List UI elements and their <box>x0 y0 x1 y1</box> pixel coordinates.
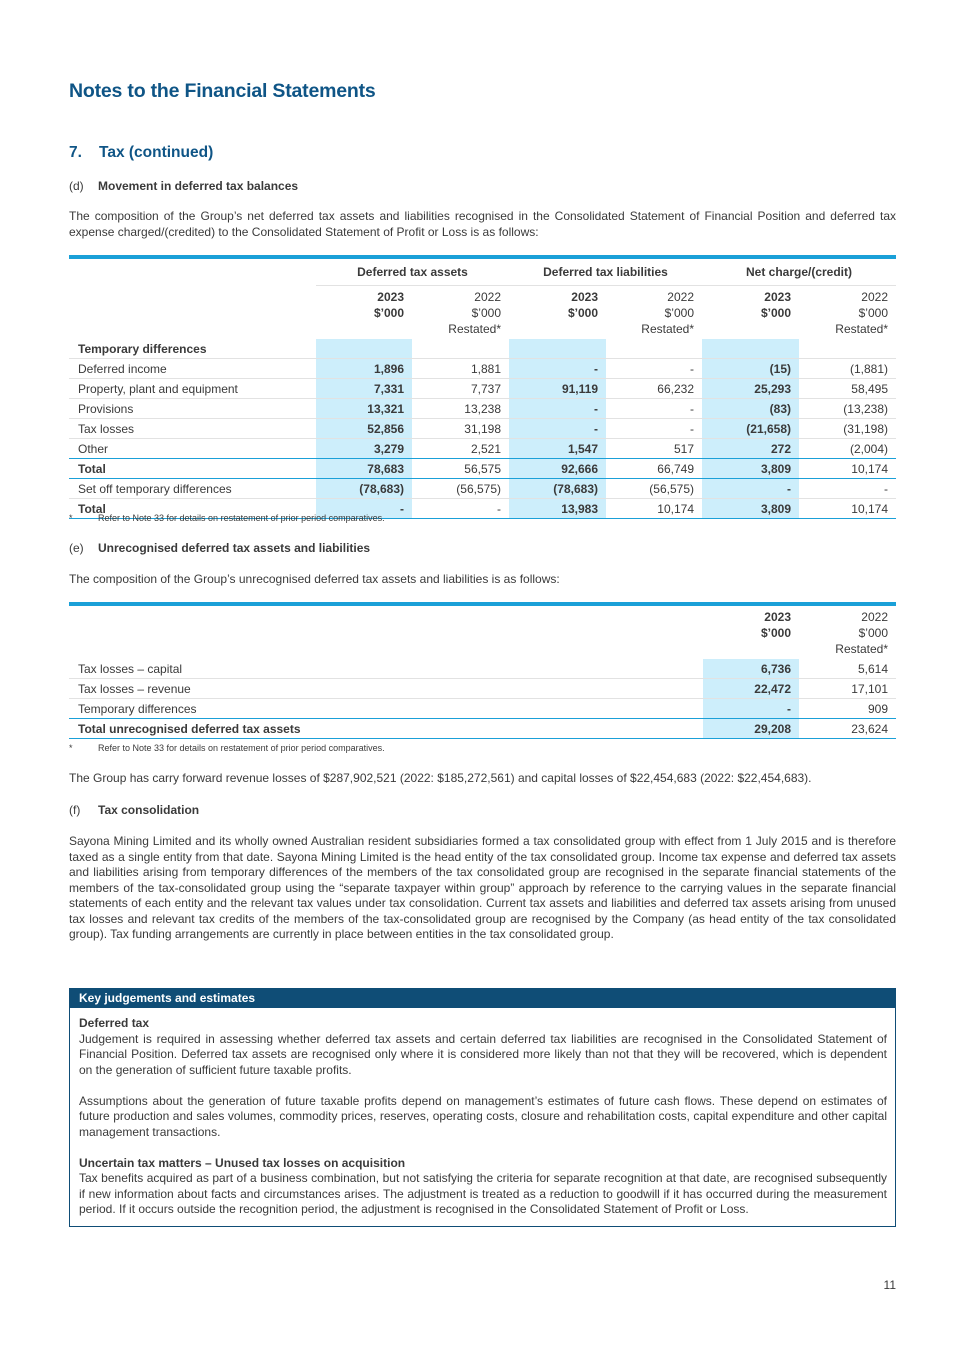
col-2022-liabilities: 2022 $’000 Restated* <box>641 290 694 336</box>
cell-value: 517 <box>606 439 702 459</box>
col-2023: 2023 $’000 <box>760 610 791 640</box>
row-label: Tax losses – capital <box>69 659 703 679</box>
cell-value: 56,575 <box>412 459 509 479</box>
row-label: Tax losses <box>69 419 316 439</box>
cell-value: 3,809 <box>702 499 799 519</box>
cell-value: 58,495 <box>799 379 896 399</box>
cell-value: 7,737 <box>412 379 509 399</box>
deferred-tax-paragraph-2: Assumptions about the generation of future taxable profits depend on management’s estimates of future cash flows. These depend on estimates of future production and sales volumes, commodity prices, reserves, operating costs, closure and rehabilitation costs, capital expenditure and other capital management transactions. <box>79 1093 887 1139</box>
subsection-d-intro: The composition of the Group’s net deferred tax assets and liabilities recognised in the Consolidated Statement of Financial Position and deferred tax expense charged/(credited) to the Consolidated Statement of Profit or Loss is as follows: <box>69 209 896 239</box>
cell-value: (78,683) <box>316 479 412 499</box>
cell-value: 13,238 <box>412 399 509 419</box>
year-header-row <box>69 286 896 340</box>
cell-value: 66,232 <box>606 379 702 399</box>
cell-value: - <box>703 699 799 719</box>
subsection-e-heading <box>69 541 370 555</box>
footnote-d: * Refer to Note 33 for details on restatement of prior period comparatives. <box>69 513 385 523</box>
cell-value: 10,174 <box>606 499 702 519</box>
cell-value: - <box>509 359 606 379</box>
cell-value: 92,666 <box>509 459 606 479</box>
cell-value: (56,575) <box>606 479 702 499</box>
tax-consolidation-body: Sayona Mining Limited and its wholly owned Australian resident subsidiaries formed a tax consolidated group with effect from 1 July 2015 and is therefore taxed as a single entity from that date. Sayona Mining Limited is the head entity of the tax consolidated group. Income tax expense and deferred tax assets and liabilities arising from temporary differences of the members of the tax consolidated group are recognised in the separate financial statements of the members of the tax-consolidated group using the “separate taxpayer within group” approach by reference to the carrying values in the separate financial statements of each entity and the relevant tax values under tax consolidation. Current tax assets and liabilities and deferred tax assets arising from unused tax losses and relevant tax credits of the members of the tax-consolidated group are recognised by the Company (as head entity of the tax consolidated group). Tax funding arrangements are currently in place between entities in the tax consolidated group. <box>69 834 896 941</box>
cell-value: 3,279 <box>316 439 412 459</box>
cell-value: (13,238) <box>799 399 896 419</box>
key-judgements-heading: Key judgements and estimates <box>70 989 895 1008</box>
cell-value: - <box>412 499 509 519</box>
cell-value: (31,198) <box>799 419 896 439</box>
row-label: Total <box>69 499 316 519</box>
footnote-e: * Refer to Note 33 for details on restatement of prior period comparatives. <box>69 743 385 753</box>
cell-value: 3,809 <box>702 459 799 479</box>
cell-value: 909 <box>799 699 896 719</box>
table-row <box>69 399 896 419</box>
unrecognised-tax-table <box>69 602 896 739</box>
cell-value: 31,198 <box>412 419 509 439</box>
cell-value: (83) <box>702 399 799 419</box>
cell-value: - <box>606 399 702 419</box>
cell-value: 1,896 <box>316 359 412 379</box>
col-2022: 2022 $’000 Restated* <box>835 610 888 656</box>
cell-value: 1,881 <box>412 359 509 379</box>
group-header-net: Net charge/(credit) <box>702 257 896 286</box>
cell-value: 78,683 <box>316 459 412 479</box>
table-row <box>69 679 896 699</box>
subsection-d-label: (d) <box>69 179 84 193</box>
row-label: Property, plant and equipment <box>69 379 316 399</box>
group-header-liabilities: Deferred tax liabilities <box>509 257 702 286</box>
col-2022-assets: 2022 $’000 Restated* <box>448 290 501 336</box>
page-number: 11 <box>883 1278 896 1292</box>
table-row <box>69 699 896 719</box>
carry-forward-losses: The Group has carry forward revenue losses of $287,902,521 (2022: $185,272,561) and capital losses of $22,454,683 (2022: $22,454,683). <box>69 771 812 785</box>
cell-value: (1,881) <box>799 359 896 379</box>
table-section-row <box>69 339 896 359</box>
cell-value: 13,321 <box>316 399 412 419</box>
cell-value: 1,547 <box>509 439 606 459</box>
col-2023-assets: 2023 $’000 <box>373 290 404 320</box>
uncertain-tax-paragraph: Tax benefits acquired as part of a business combination, but not satisfying the criteria for separate recognition at that date, are recognised subsequently if new information about facts and circumstances arises. The adjustment is treated as a reduction to goodwill if it has occurred during the measurement period. If it occurs outside the recognition period, the adjustment is recognised in the Consolidated Statement of Profit or Loss. <box>79 1171 887 1216</box>
table-row <box>69 379 896 399</box>
cell-value: - <box>799 479 896 499</box>
subsection-f-heading <box>69 803 199 817</box>
row-label: Total <box>69 459 316 479</box>
cell-value: - <box>316 499 412 519</box>
section-number: 7. <box>69 144 82 161</box>
cell-value: 10,174 <box>799 499 896 519</box>
row-label: Tax losses – revenue <box>69 679 703 699</box>
deferred-tax-table <box>69 255 896 519</box>
row-label: Deferred income <box>69 359 316 379</box>
cell-value: (21,658) <box>702 419 799 439</box>
subsection-d-title: Movement in deferred tax balances <box>98 179 299 193</box>
group-header-row <box>69 257 896 286</box>
cell-value: 13,983 <box>509 499 606 519</box>
cell-value: - <box>606 359 702 379</box>
row-label: Other <box>69 439 316 459</box>
cell-value: 6,736 <box>703 659 799 679</box>
cell-value: 66,749 <box>606 459 702 479</box>
cell-value: - <box>606 419 702 439</box>
cell-value: (15) <box>702 359 799 379</box>
cell-value: 23,624 <box>799 719 896 739</box>
key-judgements-body <box>70 1008 895 1226</box>
cell-value: 29,208 <box>703 719 799 739</box>
cell-value: 22,472 <box>703 679 799 699</box>
section-title: Tax (continued) <box>99 144 214 161</box>
subsection-e-intro: The composition of the Group’s unrecognised deferred tax assets and liabilities is as follows: <box>69 572 560 586</box>
col-2022-net: 2022 $’000 Restated* <box>835 290 888 336</box>
cell-value: (56,575) <box>412 479 509 499</box>
deferred-tax-title: Deferred tax <box>79 1016 150 1030</box>
cell-value: 10,174 <box>799 459 896 479</box>
deferred-tax-paragraph-1: Judgement is required in assessing whether deferred tax assets and certain deferred tax liabilities are recognised in the Consolidated Statement of Financial Position. Deferred tax assets are recognised only where it is considered more likely than not that they will be recovered, which is dependent on the generation of sufficient future taxable profits. <box>79 1031 887 1077</box>
table-total-row <box>69 719 896 739</box>
cell-value: 7,331 <box>316 379 412 399</box>
col-2023-net: 2023 $’000 <box>760 290 791 320</box>
cell-value: 91,119 <box>509 379 606 399</box>
table-row <box>69 659 896 679</box>
table-row <box>69 359 896 379</box>
cell-value: - <box>509 419 606 439</box>
subsection-d-heading <box>69 179 298 193</box>
row-label: Provisions <box>69 399 316 419</box>
cell-value: 17,101 <box>799 679 896 699</box>
col-2023-liabilities: 2023 $’000 <box>567 290 598 320</box>
cell-value: - <box>702 479 799 499</box>
row-label: Set off temporary differences <box>69 479 316 499</box>
subsection-e-title: Unrecognised deferred tax assets and liabilities <box>98 541 371 555</box>
cell-value: 25,293 <box>702 379 799 399</box>
table-row <box>69 479 896 499</box>
cell-value: 272 <box>702 439 799 459</box>
page-title: Notes to the Financial Statements <box>69 80 376 102</box>
cell-value: (2,004) <box>799 439 896 459</box>
subsection-e-label: (e) <box>69 541 84 555</box>
year-header-row <box>69 604 896 659</box>
cell-value: (78,683) <box>509 479 606 499</box>
key-judgements-box <box>69 988 896 1227</box>
row-label: Temporary differences <box>69 699 703 719</box>
subsection-f-title: Tax consolidation <box>98 803 200 817</box>
table-row <box>69 419 896 439</box>
uncertain-tax-title: Uncertain tax matters – Unused tax losses on acquisition <box>79 1155 406 1170</box>
subsection-f-label: (f) <box>69 803 81 817</box>
cell-value: 52,856 <box>316 419 412 439</box>
group-header-assets: Deferred tax assets <box>316 257 509 286</box>
cell-value: 5,614 <box>799 659 896 679</box>
section-heading <box>69 144 213 162</box>
cell-value: - <box>509 399 606 419</box>
cell-value: 2,521 <box>412 439 509 459</box>
row-label: Total unrecognised deferred tax assets <box>69 719 703 739</box>
table-row <box>69 439 896 459</box>
table-total-row <box>69 459 896 479</box>
section-label: Temporary differences <box>69 339 316 359</box>
